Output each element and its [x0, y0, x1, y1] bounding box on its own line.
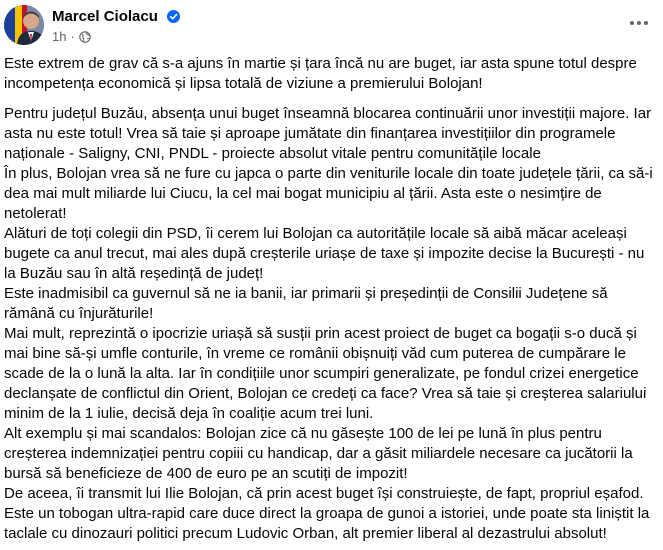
post-paragraph: În plus, Bolojan vrea să ne fure cu japca o parte din veniturile locale din toate județele țării, ca să-i dea mai mult miliarde lui Ciucu, la cel mai bogat municipiu al țării. Asta este o nesimțire de netolerat! [4, 165, 653, 222]
author-avatar[interactable] [4, 5, 44, 45]
author-name-text[interactable]: Marcel Ciolacu [52, 8, 158, 25]
post-paragraph: Este extrem de grav că s-a ajuns în martie și țara încă nu are buget, iar asta spune totul despre incompetența economică și lipsa totală de viziune a premierului Bolojan! [4, 55, 637, 92]
post-meta [52, 29, 91, 45]
meta-separator: · [70, 29, 75, 44]
post-body [4, 54, 656, 544]
post-paragraph: Pentru județul Buzău, absența unui buget înseamnă blocarea continuării unor investiții majore. Iar asta nu este totul! Vrea să taie și aproape jumătate din finanțarea investițiilor din programele naționale - Saligny, CNI, PNDL - proiecte absolut vitale pentru comunitățile locale [4, 105, 652, 162]
post-timestamp[interactable]: 1h [52, 29, 67, 44]
more-options-icon [629, 20, 649, 26]
globe-icon[interactable] [79, 31, 91, 43]
post-paragraph: Mai mult, reprezintă o ipocrizie uriașă să susții prin acest proiect de buget ca bogații s-o ducă și mai bine să-și umfle conturile, în vreme ce românii obișnuiți văd cum puterea de cumpărare le scade de la o lună la alta. Iar în condițiile unor scumpiri generalizate, pe fondul crizei energetice declanșate de conflictul din Orient, Bolojan ce credeți ca face? Vrea să taie și creșterea salariului minim de la 1 iulie, decisă deja în coaliție acum trei luni. [4, 325, 647, 422]
more-options-button[interactable] [627, 11, 651, 35]
author-name[interactable] [52, 8, 180, 26]
post-paragraph: Alt exemplu și mai scandalos: Bolojan zice că nu găsește 100 de lei pe lună în plus pentru creșterea indemnizației pentru copiii cu handicap, dar a găsit miliardele necesare ca jucătorii la bursă să beneficieze de 400 de euro pe an scutiți de impozit! [4, 425, 633, 482]
post-paragraph: Este inadmisibil ca guvernul să ne ia banii, iar primarii și președinții de Consilii Județene să rămână cu înjurăturile! [4, 285, 608, 322]
post-header [4, 3, 659, 47]
post-paragraph: Alături de toți colegii din PSD, îi cerem lui Bolojan ca autoritățile locale să aibă măcar aceleași bugete ca anul trecut, mai ales după creșterile uriașe de taxe și impozite decise la București - nu la Buzău sau în altă reședință de județ! [4, 225, 645, 282]
post-paragraph: De aceea, îi transmit lui Ilie Bolojan, că prin acest buget își construiește, de fapt, propriul eșafod. Este un tobogan ultra-rapid care duce direct la groapa de gunoi a istoriei, unde poate sta liniștit la taclale cu dinozauri politici precum Ludovic Orban, alt premier liberal al dezastrului absolut! [4, 485, 650, 542]
verified-badge-icon [167, 10, 180, 23]
